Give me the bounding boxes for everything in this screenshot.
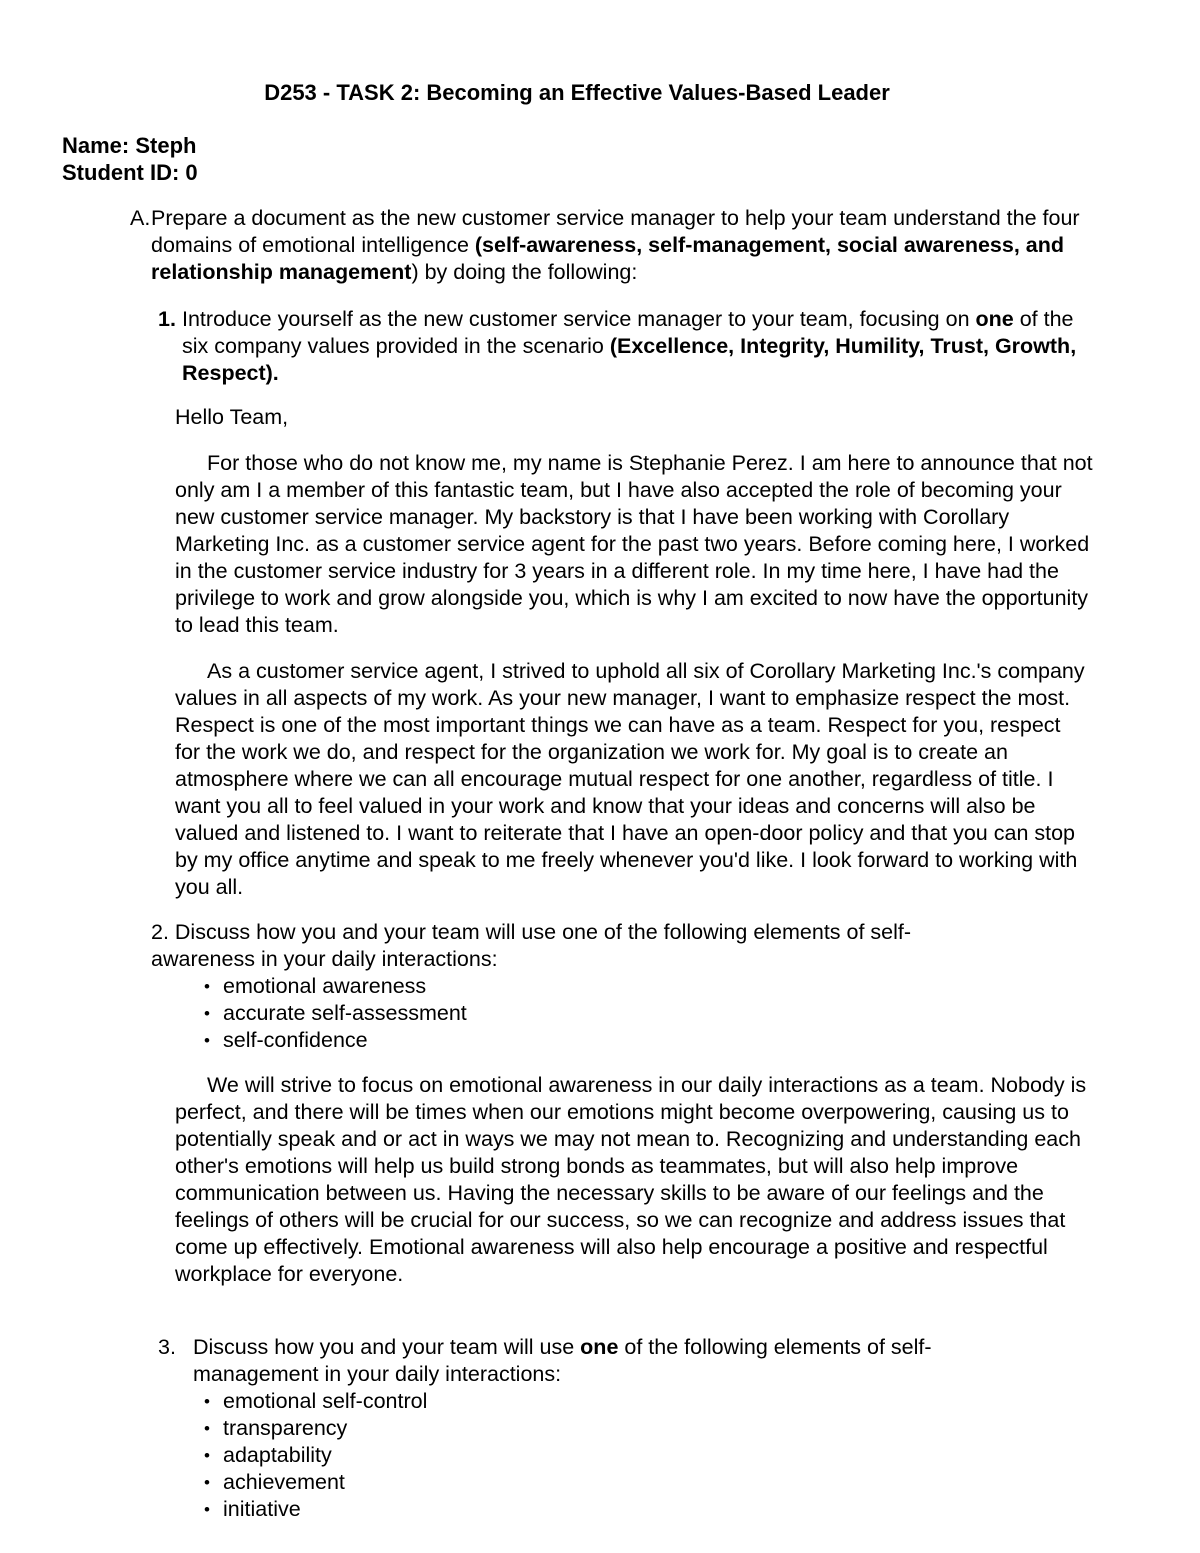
item3-bullet: • achievement [201, 1469, 701, 1496]
item3-bullet-list [201, 1388, 701, 1523]
item2-bullet: • emotional awareness [201, 973, 701, 1000]
item3-bullet: • transparency [201, 1415, 701, 1442]
item3-bullet: • adaptability [201, 1442, 701, 1469]
item3-bullet: • emotional self-control [201, 1388, 701, 1415]
item2-bullet-list [201, 973, 701, 1054]
item3-prompt-text-2: of the following elements of self-management in your daily interactions: [193, 1335, 932, 1386]
section-a-intro-bold: (self-awareness, self-management, social awareness, and relationship management [151, 233, 1065, 284]
name-line: Name: Steph [62, 133, 197, 158]
document-title: D253 - TASK 2: Becoming an Effective Values-Based Leader [264, 80, 890, 105]
item2-answer-text: We will strive to focus on emotional awareness in our daily interactions as a team. Nobody is perfect, and there will be times when our emotions might become overpowering, causing us to potentially speak and or act in ways we may not mean to. Recognizing and understanding each other's emotions will help us build strong bonds as teammates, but will also help improve communication between us. Having the necessary skills to be aware of our feelings and the feelings of others will be crucial for our success, so we can recognize and address issues that come up effectively. Emotional awareness will also help encourage a positive and respectful workplace for everyone. [175, 1073, 1087, 1286]
item2-bullet: • accurate self-assessment [201, 1000, 701, 1027]
item1-prompt-bold-2: (Excellence, Integrity, Humility, Trust, Growth, Respect). [182, 334, 1077, 385]
letter-paragraph-1 [175, 450, 1105, 639]
item2-bullet: • self-confidence [201, 1027, 701, 1054]
item2-prompt: 2. Discuss how you and your team will use one of the following elements of self-awareness in your daily interactions: [151, 920, 912, 971]
item1-prompt-text-1: Introduce yourself as the new customer service manager to your team, focusing on [182, 307, 976, 331]
item3-prompt [193, 1334, 1008, 1388]
letter-paragraph-1-text: For those who do not know me, my name is Stephanie Perez. I am here to announce that not only am I a member of this fantastic team, but I have also accepted the role of becoming your new customer service manager. My backstory is that I have been working with Corollary Marketing Inc. as a customer service agent for the past two years. Before coming here, I worked in the customer service industry for 3 years in a different role. In my time here, I have had the privilege to work and grow alongside you, which is why I am excited to now have the opportunity to lead this team. [175, 451, 1093, 637]
letter-paragraph-2 [175, 658, 1087, 901]
item3-prompt-text-1: Discuss how you and your team will use [193, 1335, 581, 1359]
section-a-intro-text-1: Prepare a document as the new customer service manager to help your team understand the four domains of emotional intelligence [151, 206, 1080, 257]
section-a-intro [151, 205, 1086, 286]
section-a-intro-text-2: ) by doing the following: [411, 260, 638, 284]
item1-prompt-bold-1: one [975, 307, 1014, 331]
item1-marker: 1. [158, 307, 176, 331]
item2-answer [175, 1072, 1105, 1288]
item3-marker: 3. [158, 1335, 176, 1359]
section-a-marker: A. [130, 206, 151, 230]
item3-prompt-bold: one [580, 1335, 619, 1359]
item1-prompt-text-2: of the six company values provided in the scenario [182, 307, 1074, 358]
student-id-line: Student ID: 0 [62, 160, 198, 185]
letter-paragraph-2-text: As a customer service agent, I strived to uphold all six of Corollary Marketing Inc.'s company values in all aspects of my work. As your new manager, I want to emphasize respect the most. Respect is one of the most important things we can have as a team. Respect for you, respect for the work we do, and respect for the organization we work for. My goal is to create an atmosphere where we can all encourage mutual respect for one another, regardless of title. I want you all to feel valued in your work and know that your ideas and concerns will also be valued and listened to. I want to reiterate that I have an open-door policy and that you can stop by my office anytime and speak to me freely whenever you'd like. I look forward to working with you all. [175, 659, 1085, 899]
item1-prompt [182, 306, 1102, 387]
letter-greeting: Hello Team, [175, 405, 289, 429]
item3-bullet: • initiative [201, 1496, 701, 1523]
